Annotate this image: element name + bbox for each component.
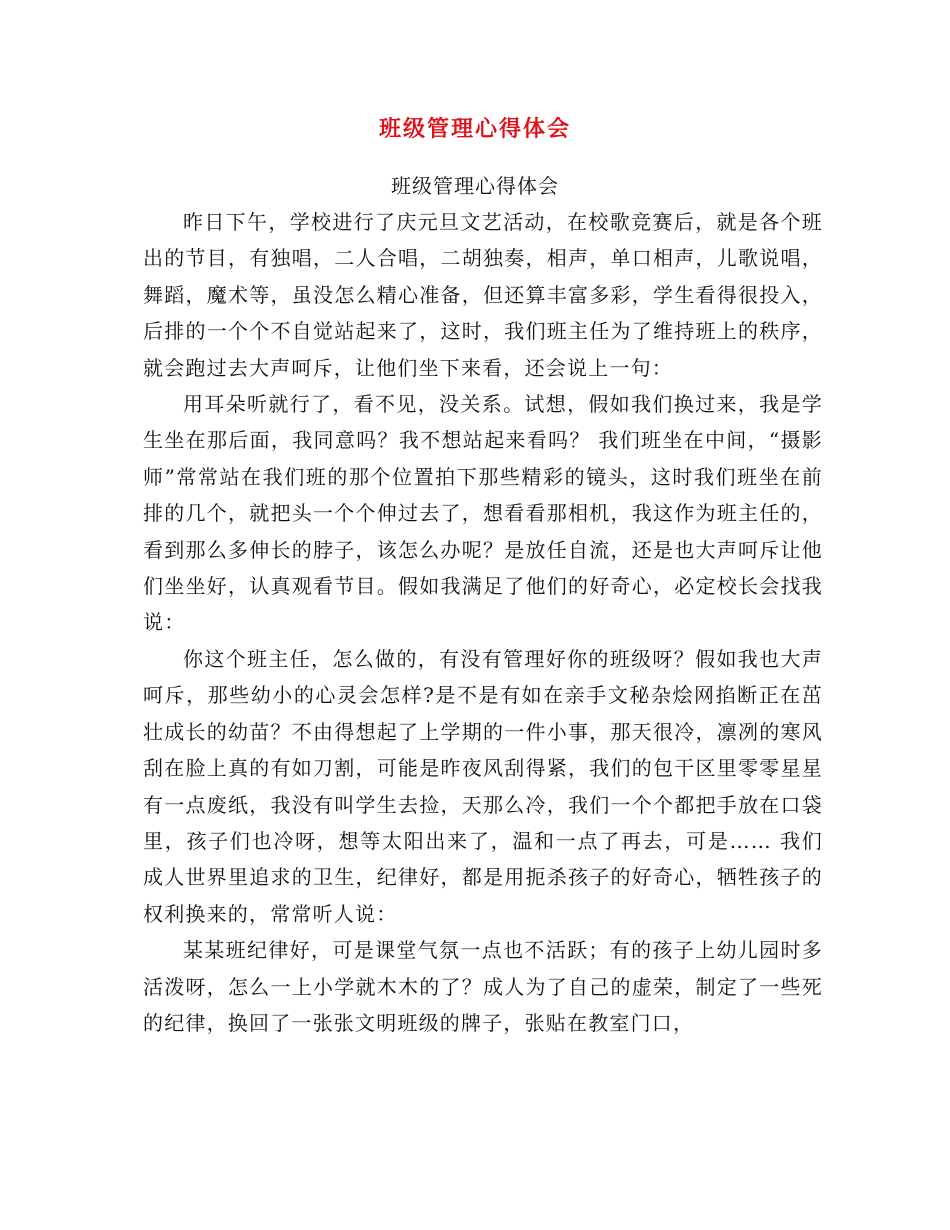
paragraph: 昨日下午，学校进行了庆元旦文艺活动，在校歌竞赛后，就是各个班出的节目，有独唱，二人合唱，二胡独奏，相声，单口相声，儿歌说唱，舞蹈，魔术等，虽没怎么精心准备，但还算丰富多彩，学生看得很投入，后排的一个个不自觉站起来了，这时，我们班主任为了维持班上的秩序，就会跑过去大声呵斥，让他们坐下来看，还会说上一句： xyxy=(143,210,823,380)
paragraph: 某某班纪律好，可是课堂气氛一点也不活跃；有的孩子上幼儿园时多活泼呀，怎么一上小学就木木的了？成人为了自己的虚荣，制定了一些死的纪律，换回了一张张文明班级的牌子，张贴在教室门口， xyxy=(143,938,823,1035)
paragraph: 用耳朵听就行了，看不见，没关系。试想，假如我们换过来，我是学生坐在那后面，我同意吗？我不想站起来看吗？ 我们班坐在中间，“摄影师”常常站在我们班的那个位置拍下那些精彩的镜头，这时我们班坐在前排的几个，就把头一个个伸过去了，想看看那相机，我这作为班主任的，看到那么多伸长的脖子，该怎么办呢？是放任自流，还是也大声呵斥让他们坐坐好，认真观看节目。假如我满足了他们的好奇心，必定校长会找我说： xyxy=(143,392,823,635)
document-title: 班级管理心得体会 xyxy=(378,116,571,142)
paragraph: 你这个班主任，怎么做的，有没有管理好你的班级呀？假如我也大声呵斥，那些幼小的心灵会怎样?是不是有如在亲手文秘杂烩网掐断正在茁壮成长的幼苗？不由得想起了上学期的一件小事，那天很冷，凛冽的寒风刮在脸上真的有如刀割，可能是昨夜风刮得紧，我们的包干区里零零星星有一点废纸，我没有叫学生去捡，天那么冷，我们一个个都把手放在口袋里，孩子们也冷呀，想等太阳出来了，温和一点了再去，可是…… 我们成人世界里追求的卫生，纪律好，都是用扼杀孩子的好奇心，牺牲孩子的权利换来的，常常听人说： xyxy=(143,646,823,926)
document-subtitle: 班级管理心得体会 xyxy=(391,174,559,198)
document-body xyxy=(143,204,823,1041)
